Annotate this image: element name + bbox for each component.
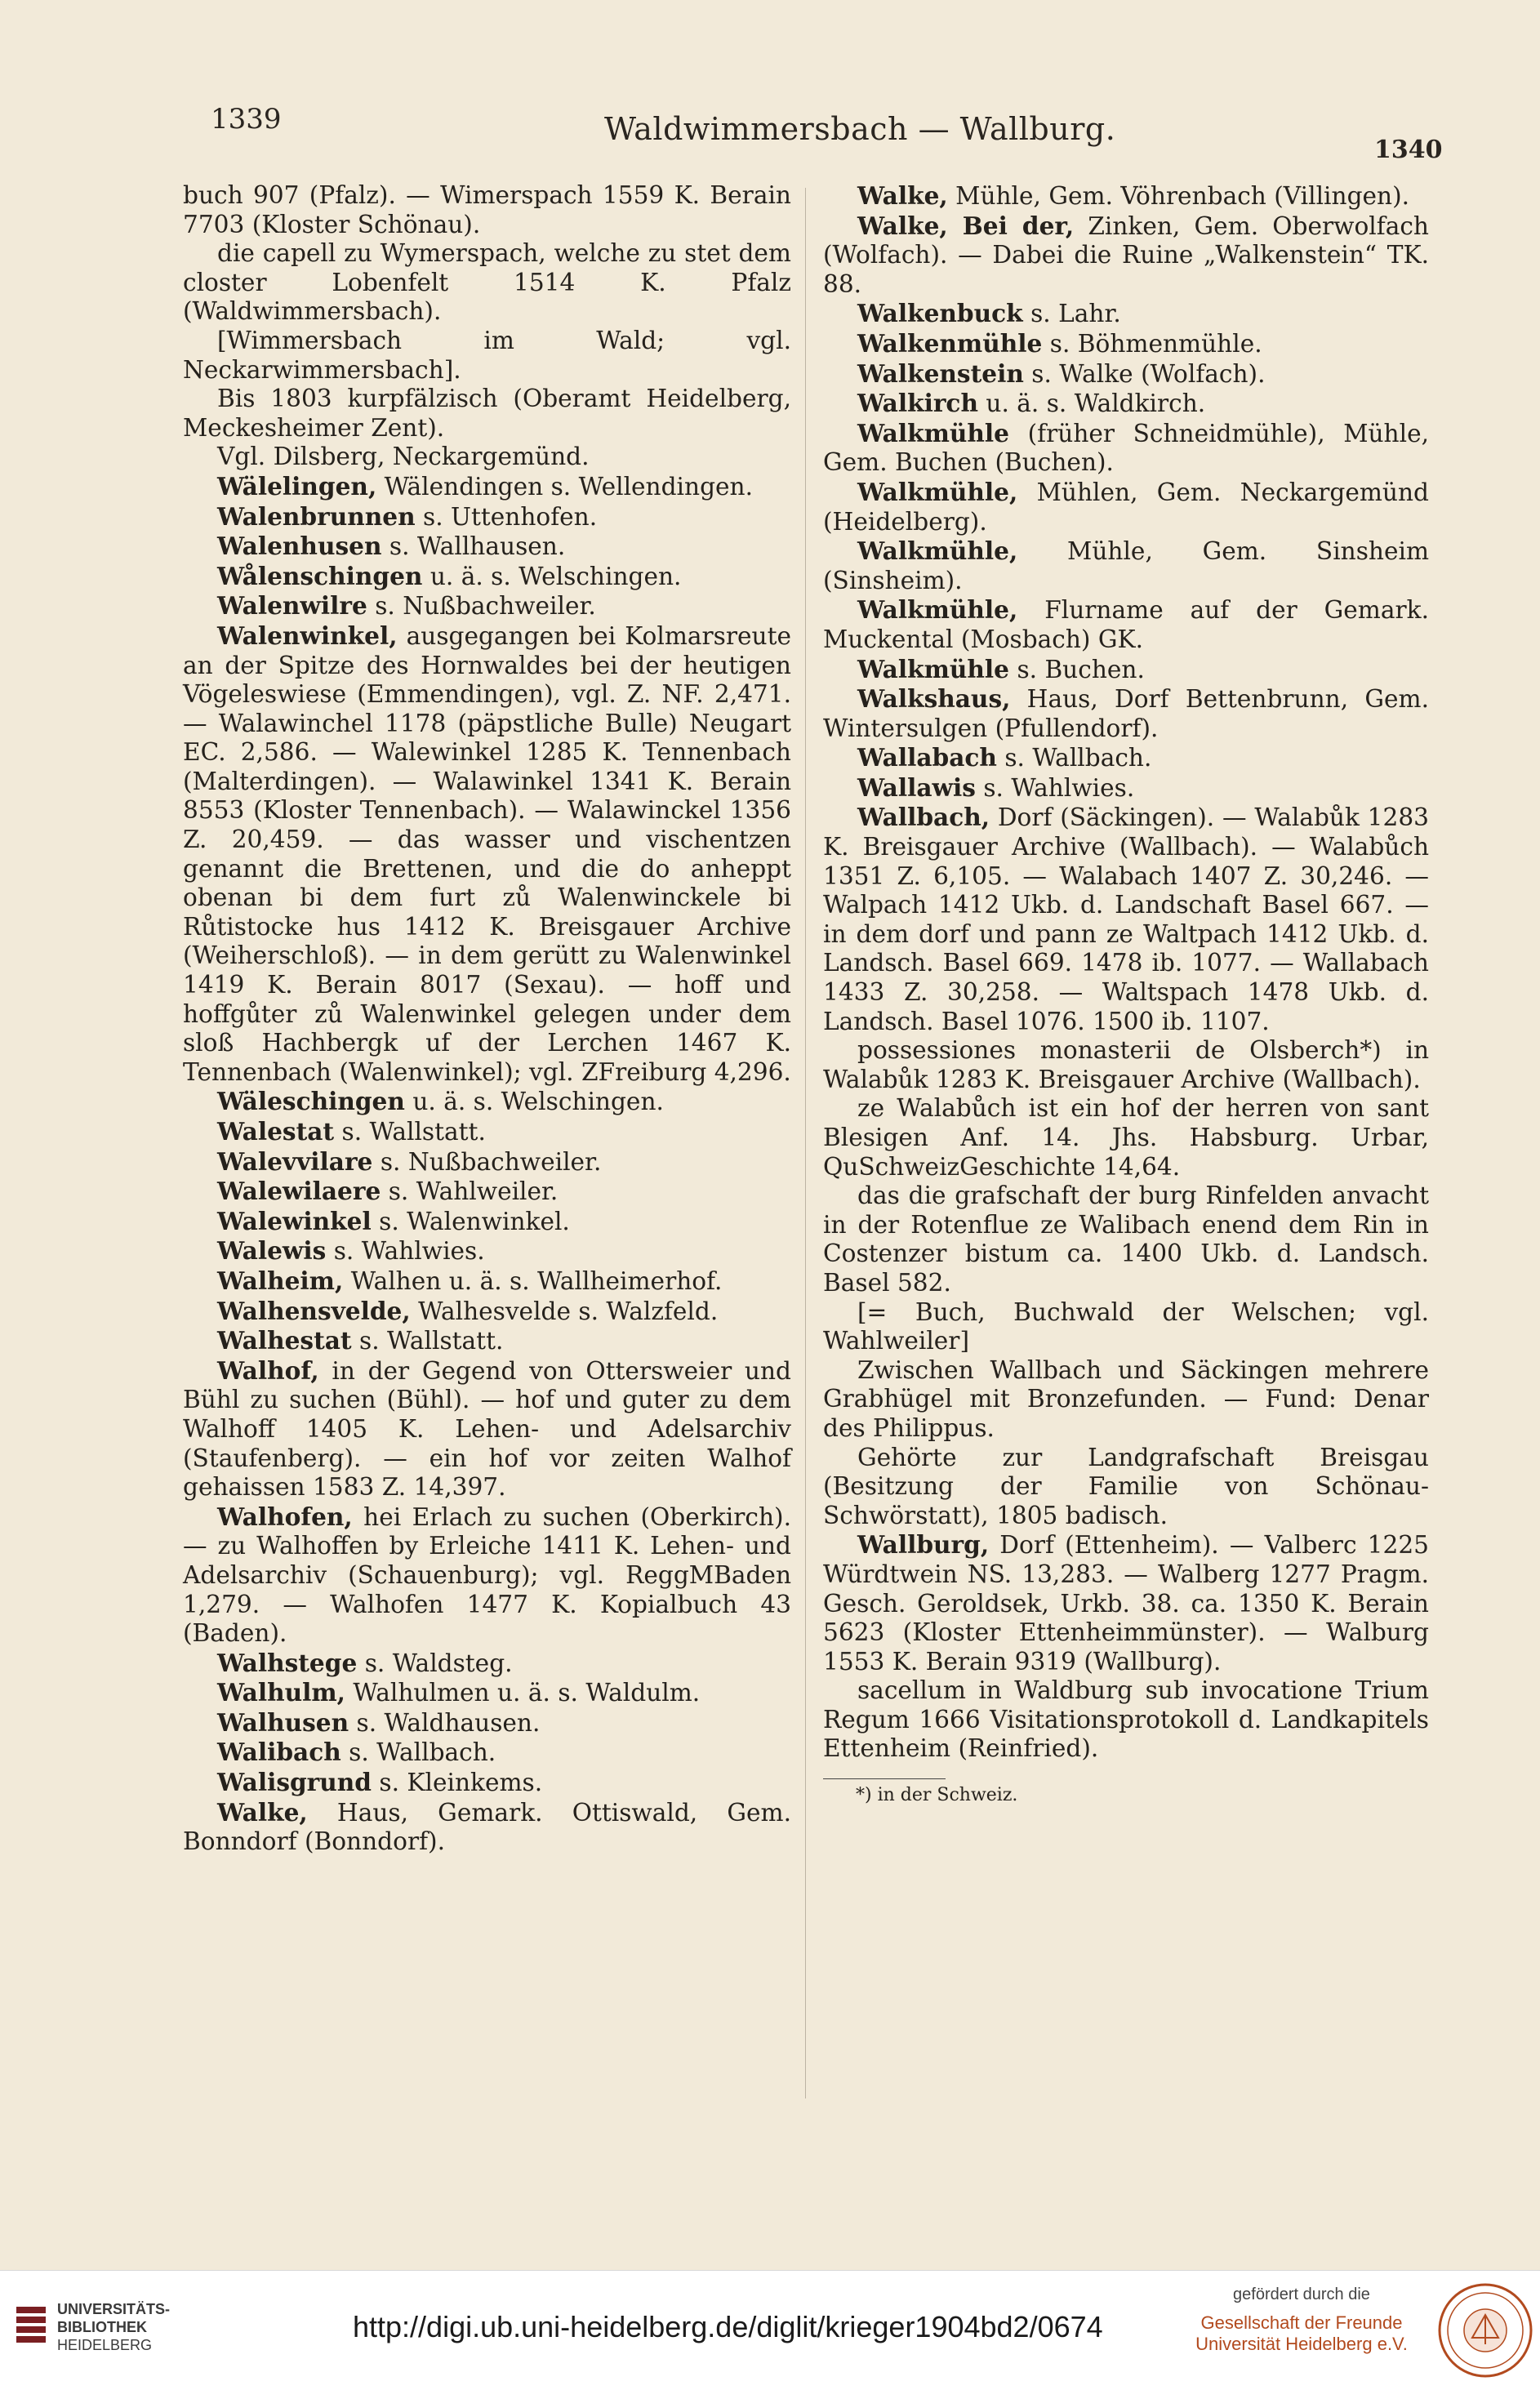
entry-text: Vgl. Dilsberg, Neckargemünd. bbox=[217, 443, 590, 471]
entry-headword: Wälelingen, bbox=[217, 471, 377, 501]
entry-text: s. Walke (Wolfach). bbox=[1031, 359, 1266, 388]
entry-headword: Walhof, bbox=[217, 1355, 319, 1385]
dictionary-entry bbox=[183, 591, 791, 621]
entry-text: u. ä. s. Waldkirch. bbox=[986, 389, 1206, 418]
entry-text: s. Wahlwies. bbox=[983, 773, 1135, 802]
entry-text: Gehörte zur Landgrafschaft Breisgau (Besitzung der Familie von Schönau-Schwörstatt), 1805 badisch. bbox=[823, 1443, 1429, 1529]
entry-headword: Walestat bbox=[217, 1117, 335, 1146]
entry-text: Dorf (Säckingen). — Walabůk 1283 K. Breisgauer Archive (Wallbach). — Walabůch 1351 Z. 6,105. — Walabach 1407 Z. 30,246. — Walpach 1412 Ukb. d. Landschaft Basel 667. — in dem dorf und pann ze Waltpach 1412 Ukb. d. Landsch. Basel 669. 1478 ib. 1077. — Wallabach 1433 Z. 30,258. — Waltspach 1478 Ukb. d. Landsch. Basel 1076. 1500 ib. 1107. bbox=[823, 803, 1429, 1035]
dictionary-entry bbox=[183, 1297, 791, 1327]
entry-text: s. Wallstatt. bbox=[341, 1118, 486, 1146]
entry-headword: Walhestat bbox=[217, 1326, 352, 1355]
library-logo-icon[interactable] bbox=[13, 2303, 49, 2351]
entry-text: s. Wallhausen. bbox=[389, 532, 566, 561]
entry-text: s. Wallbach. bbox=[349, 1738, 496, 1767]
entry-headword: Walkenbuck bbox=[857, 299, 1023, 328]
page-number-right: 1340 bbox=[1374, 136, 1443, 164]
dictionary-entry bbox=[183, 1708, 791, 1738]
entry-headword: Wallabach bbox=[857, 743, 997, 772]
entry-text: s. Nußbachweiler. bbox=[380, 1147, 602, 1176]
entry-headword: Walewilaere bbox=[217, 1177, 381, 1206]
dictionary-entry bbox=[823, 803, 1429, 1036]
entry-text: Dorf (Ettenheim). — Valberc 1225 Würdtwein NS. 13,283. — Walberg 1277 Pragm. Gesch. Geroldsek, Urkb. 38. ca. 1350 K. Berain 5623 (Kloster Ettenheimmünster). — Walburg 1553 K. Berain 9319 (Wallburg). bbox=[823, 1531, 1429, 1676]
entry-text: u. ä. s. Welschingen. bbox=[412, 1088, 664, 1116]
dictionary-entry bbox=[823, 773, 1429, 803]
entry-headword: Walkmühle, bbox=[857, 477, 1018, 506]
sponsor-block[interactable] bbox=[1179, 2285, 1424, 2355]
library-name-line3: HEIDELBERG bbox=[57, 2337, 153, 2353]
entry-text: Mühle, Gem. Vöhrenbach (Villingen). bbox=[955, 182, 1410, 210]
entry-headword: Walenhusen bbox=[217, 532, 382, 561]
entry-text: Wälendingen s. Wellendingen. bbox=[384, 472, 754, 501]
entry-headword: Walkenstein bbox=[857, 358, 1024, 388]
dictionary-entry bbox=[823, 478, 1429, 536]
entry-headword: Walenwilre bbox=[217, 591, 367, 621]
entry-text: Haus, Gemark. Ottiswald, Gem. Bonndorf (Bonndorf). bbox=[183, 1798, 791, 1856]
entry-text: s. Waldsteg. bbox=[364, 1649, 513, 1677]
entry-text: das die grafschaft der burg Rinfelden anvacht in der Rotenflue ze Walibach enend dem Rin in Costenzer bistum ca. 1400 Ukb. d. Landsch. Basel 582. bbox=[823, 1182, 1429, 1297]
entry-text: Flurname auf der Gemark. Muckental (Mosbach) GK. bbox=[823, 596, 1429, 653]
dictionary-entry bbox=[183, 1147, 791, 1177]
dictionary-entry bbox=[183, 562, 791, 592]
column-divider bbox=[805, 188, 806, 2098]
dictionary-entry bbox=[183, 1502, 791, 1649]
dictionary-entry bbox=[183, 472, 791, 502]
entry-headword: Walkshaus, bbox=[857, 684, 1011, 714]
entry-headword: Walhulm, bbox=[217, 1678, 345, 1707]
dictionary-entry bbox=[823, 211, 1429, 300]
left-column bbox=[183, 181, 791, 1857]
entry-text: Mühlen, Gem. Neckargemünd (Heidelberg). bbox=[823, 478, 1429, 536]
entry-text: u. ä. s. Welschingen. bbox=[430, 562, 682, 590]
entry-text: hei Erlach zu suchen (Oberkirch). — zu Walhoffen by Erleiche 1411 K. Lehen- und Adelsarchiv (Schauenburg); vgl. ReggMBaden 1,279. — Walhofen 1477 K. Kopialbuch 43 (Baden). bbox=[183, 1502, 791, 1648]
viewer-footer bbox=[0, 2270, 1540, 2390]
entry-text: s. Wallstatt. bbox=[359, 1327, 504, 1355]
page-header bbox=[0, 90, 1540, 164]
entry-headword: Walenwinkel, bbox=[217, 621, 398, 650]
dictionary-entry bbox=[183, 1117, 791, 1147]
dictionary-entry bbox=[823, 536, 1429, 595]
entry-headword: Walewinkel bbox=[217, 1206, 372, 1235]
dictionary-entry bbox=[183, 1678, 791, 1708]
entry-text: Bis 1803 kurpfälzisch (Oberamt Heidelberg, Meckesheimer Zent). bbox=[183, 385, 791, 442]
entry-text: ze Walabůch ist ein hof der herren von sant Blesigen Anf. 14. Jhs. Habsburg. Urbar, QuSchweizGeschichte 14,64. bbox=[823, 1094, 1429, 1181]
permalink-url[interactable]: http://digi.ub.uni-heidelberg.de/diglit/krieger1904bd2/0674 bbox=[353, 2310, 1103, 2343]
entry-headword: Walke, bbox=[857, 181, 948, 210]
dictionary-entry bbox=[183, 443, 791, 472]
entry-headword: Wålenschingen bbox=[217, 561, 423, 590]
footnote: *) in der Schweiz. bbox=[856, 1785, 1018, 1806]
footnote-rule bbox=[823, 1778, 946, 1779]
entry-text: s. Uttenhofen. bbox=[423, 502, 598, 531]
dictionary-entry bbox=[183, 1177, 791, 1207]
entry-text: s. Lahr. bbox=[1030, 300, 1121, 328]
dictionary-entry bbox=[183, 1738, 791, 1768]
dictionary-entry bbox=[823, 1444, 1429, 1531]
dictionary-entry bbox=[183, 181, 791, 239]
entry-text: die capell zu Wymerspach, welche zu stet dem closter Lobenfelt 1514 K. Pfalz (Waldwimmersbach). bbox=[183, 239, 791, 326]
entry-headword: Wallawis bbox=[857, 772, 976, 802]
entry-text: Walhulmen u. ä. s. Waldulm. bbox=[353, 1679, 701, 1707]
dictionary-entry bbox=[823, 1094, 1429, 1182]
page-number-left: 1339 bbox=[211, 103, 282, 136]
entry-headword: Walisgrund bbox=[217, 1768, 372, 1797]
dictionary-entry bbox=[823, 1182, 1429, 1297]
entry-text: s. Walenwinkel. bbox=[379, 1207, 570, 1235]
entry-text: (früher Schneidmühle), Mühle, Gem. Buchen (Buchen). bbox=[823, 419, 1429, 477]
dictionary-entry bbox=[823, 595, 1429, 654]
dictionary-entry bbox=[823, 359, 1429, 389]
entry-headword: Walke, bbox=[217, 1797, 308, 1827]
dictionary-entry bbox=[823, 329, 1429, 359]
entry-headword: Wallbach, bbox=[857, 803, 990, 832]
entry-text: Mühle, Gem. Sinsheim (Sinsheim). bbox=[823, 537, 1429, 594]
dictionary-entry bbox=[183, 532, 791, 562]
entry-text: buch 907 (Pfalz). — Wimerspach 1559 K. Berain 7703 (Kloster Schönau). bbox=[183, 181, 791, 238]
entry-text: s. Wallbach. bbox=[1004, 744, 1152, 772]
dictionary-entry bbox=[823, 684, 1429, 743]
library-name[interactable] bbox=[57, 2300, 170, 2354]
dictionary-entry bbox=[183, 502, 791, 532]
sponsor-name-line2: Universität Heidelberg e.V. bbox=[1195, 2334, 1408, 2354]
entry-headword: Wäleschingen bbox=[217, 1087, 405, 1116]
dictionary-entry bbox=[183, 1266, 791, 1297]
entry-headword: Walibach bbox=[217, 1738, 341, 1767]
dictionary-entry bbox=[183, 1326, 791, 1356]
entry-text: s. Wahlwies. bbox=[333, 1237, 485, 1266]
entry-headword: Walheim, bbox=[217, 1266, 344, 1295]
dictionary-entry bbox=[823, 1036, 1429, 1094]
dictionary-entry bbox=[823, 1356, 1429, 1444]
entry-headword: Wallburg, bbox=[857, 1530, 990, 1560]
entry-headword: Walenbrunnen bbox=[217, 501, 416, 531]
entry-text: Zwischen Wallbach und Säckingen mehrere Grabhügel mit Bronzefunden. — Fund: Denar des Philippus. bbox=[823, 1355, 1429, 1442]
entry-headword: Walkmühle bbox=[857, 654, 1010, 683]
dictionary-entry bbox=[183, 1087, 791, 1117]
dictionary-entry bbox=[183, 1649, 791, 1679]
dictionary-entry bbox=[823, 419, 1429, 478]
dictionary-entry bbox=[183, 327, 791, 385]
entry-text: s. Buchen. bbox=[1017, 655, 1145, 683]
running-title: Waldwimmersbach — Wallburg. bbox=[604, 111, 1116, 147]
entry-text: possessiones monasterii de Olsberch*) in Walabůk 1283 K. Breisgauer Archive (Wallbach). bbox=[823, 1036, 1429, 1093]
right-column bbox=[823, 181, 1429, 1807]
entry-headword: Walkmühle, bbox=[857, 595, 1018, 625]
entry-text: s. Waldhausen. bbox=[356, 1708, 541, 1737]
dictionary-entry bbox=[823, 1676, 1429, 1764]
entry-headword: Walevvilare bbox=[217, 1146, 373, 1176]
dictionary-entry bbox=[183, 385, 791, 443]
dictionary-entry bbox=[823, 743, 1429, 773]
dictionary-entry bbox=[823, 1530, 1429, 1676]
dictionary-entry bbox=[823, 181, 1429, 211]
entry-text: Walhesvelde s. Walzfeld. bbox=[418, 1297, 719, 1325]
entry-text: [Wimmersbach im Wald; vgl. Neckarwimmersbach]. bbox=[183, 326, 791, 384]
entry-text: Zinken, Gem. Oberwolfach (Wolfach). — Dabei die Ruine „Walkenstein“ TK. 88. bbox=[823, 211, 1429, 298]
library-name-line2: BIBLIOTHEK bbox=[57, 2319, 147, 2335]
dictionary-entry bbox=[823, 655, 1429, 685]
entry-headword: Walke, Bei der, bbox=[857, 211, 1075, 240]
dictionary-entry bbox=[183, 1356, 791, 1502]
sponsor-name-line1: Gesellschaft der Freunde bbox=[1200, 2312, 1403, 2333]
entry-text: s. Nußbachweiler. bbox=[375, 592, 596, 621]
entry-headword: Walhensvelde, bbox=[217, 1296, 411, 1325]
sponsor-label: gefördert durch die bbox=[1233, 2285, 1370, 2303]
entry-headword: Walhstege bbox=[217, 1648, 358, 1677]
entry-headword: Walkmühle, bbox=[857, 536, 1018, 566]
entry-headword: Walkmühle bbox=[857, 418, 1010, 447]
entry-text: sacellum in Waldburg sub invocatione Trium Regum 1666 Visitationsprotokoll d. Landkapitels Ettenheim (Reinfried). bbox=[823, 1676, 1429, 1763]
entry-headword: Walkenmühle bbox=[857, 328, 1043, 358]
university-seal-icon bbox=[1435, 2281, 1535, 2380]
entry-text: ausgegangen bei Kolmarsreute an der Spitze des Hornwaldes bei der heutigen Vögeleswiese (Emmendingen), vgl. Z. NF. 2,471. — Walawinchel 1178 (päpstliche Bulle) Neugart EC. 2,586. — Walewinkel 1285 K. Tennenbach (Malterdingen). — Walawinkel 1341 K. Berain 8553 (Kloster Tennenbach). — Walawinckel 1356 Z. 20,459. — das wasser und vischentzen genannt die Brettenen, und die do anheppt obenan bi dem furt zů Walenwinckele bi Růtistocke hus 1412 K. Breisgauer Archive (Weiherschloß). — in dem gerütt zu Walenwinkel 1419 K. Berain 8017 (Sexau). — hoff und hoffgůter zů Walenwinkel gelegen under dem sloß Hachbergk uf der Lerchen 1467 K. Tennenbach (Walenwinkel); vgl. ZFreiburg 4,296. bbox=[183, 621, 791, 1086]
entry-headword: Walhofen, bbox=[217, 1502, 353, 1531]
dictionary-entry bbox=[183, 239, 791, 327]
entry-text: s. Wahlweiler. bbox=[388, 1177, 559, 1206]
entry-text: in der Gegend von Ottersweier und Bühl zu suchen (Bühl). — hof und guter zu dem Walhoff 1405 K. Lehen- und Adelsarchiv (Staufenberg). — ein hof vor zeiten Walhof gehaissen 1583 Z. 14,397. bbox=[183, 1356, 791, 1502]
entry-text: s. Böhmenmühle. bbox=[1049, 329, 1262, 358]
dictionary-entry bbox=[183, 621, 791, 1088]
dictionary-entry bbox=[183, 1768, 791, 1798]
entry-text: Walhen u. ä. s. Wallheimerhof. bbox=[350, 1266, 723, 1295]
entry-text: [= Buch, Buchwald der Welschen; vgl. Wahlweiler] bbox=[823, 1297, 1429, 1355]
library-name-line1: UNIVERSITÄTS- bbox=[57, 2301, 171, 2317]
entry-text: s. Kleinkems. bbox=[379, 1769, 543, 1797]
entry-headword: Walhusen bbox=[217, 1707, 349, 1737]
entry-headword: Walewis bbox=[217, 1236, 327, 1266]
entry-text: Haus, Dorf Bettenbrunn, Gem. Wintersulgen (Pfullendorf). bbox=[823, 685, 1429, 742]
dictionary-entry bbox=[183, 1798, 791, 1857]
dictionary-entry bbox=[183, 1207, 791, 1237]
dictionary-entry bbox=[823, 299, 1429, 329]
dictionary-entry bbox=[183, 1236, 791, 1266]
entry-headword: Walkirch bbox=[857, 389, 978, 418]
dictionary-entry bbox=[823, 1298, 1429, 1356]
dictionary-entry bbox=[823, 389, 1429, 419]
